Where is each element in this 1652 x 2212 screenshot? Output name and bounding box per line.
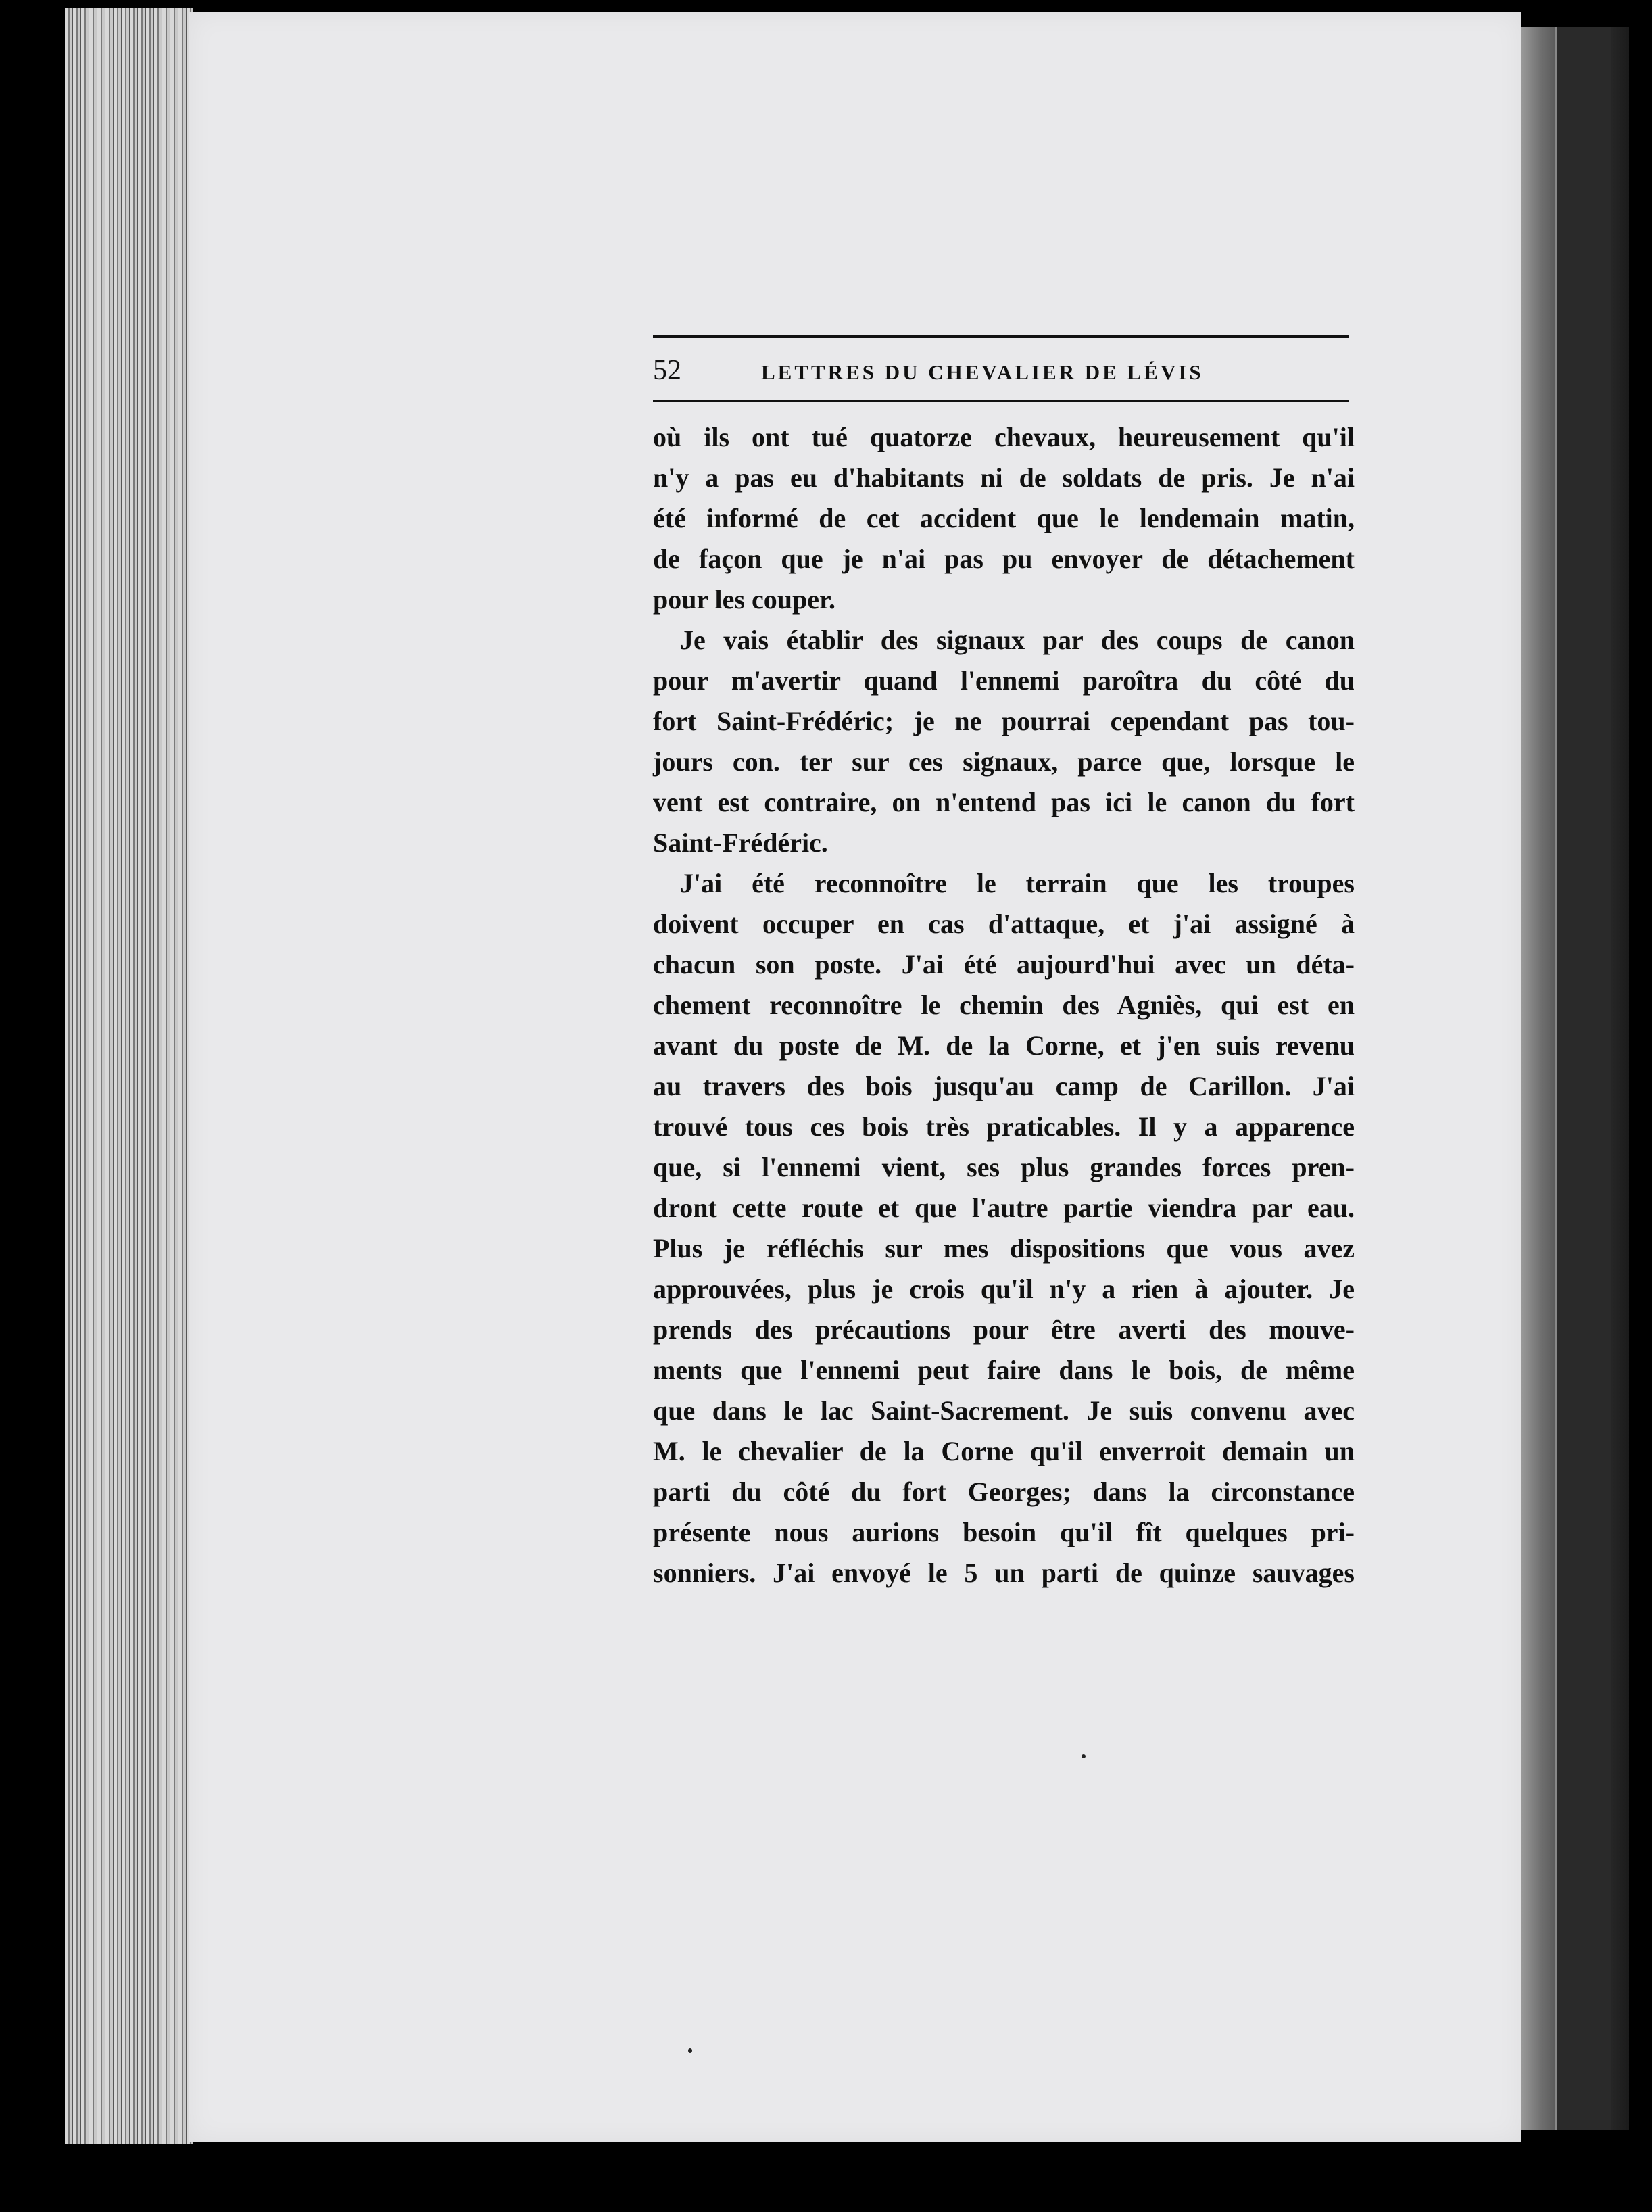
text-line: Saint-Frédéric. [653, 827, 828, 858]
text-line: été informé de cet accident que le lendemain matin, [653, 503, 1355, 533]
text-line: avant du poste de M. de la Corne, et j'en suis revenu [653, 1030, 1355, 1061]
text-block [653, 335, 1355, 1593]
paragraph [653, 417, 1355, 620]
text-line: trouvé tous ces bois très praticables. Il y a apparence [653, 1111, 1355, 1142]
text-line: que dans le lac Saint-Sacrement. Je suis convenu avec [653, 1395, 1355, 1426]
text-line: que, si l'ennemi vient, ses plus grandes forces pren- [653, 1152, 1355, 1182]
ink-speck [1082, 1754, 1086, 1758]
text-line: n'y a pas eu d'habitants ni de soldats de pris. Je n'ai [653, 462, 1355, 493]
text-line: sonniers. J'ai envoyé le 5 un parti de quinze sauvages [653, 1558, 1355, 1588]
header-rule-top [653, 335, 1349, 338]
text-line: ments que l'ennemi peut faire dans le bois, de même [653, 1355, 1355, 1385]
header-rule-bottom [653, 400, 1349, 402]
text-line: de façon que je n'ai pas pu envoyer de détachement [653, 544, 1355, 574]
running-header [653, 354, 1355, 388]
text-line: approuvées, plus je crois qu'il n'y a rien à ajouter. Je [653, 1274, 1355, 1304]
text-line: chement reconnoître le chemin des Agniès, qui est en [653, 990, 1355, 1020]
running-title: LETTRES DU CHEVALIER DE LÉVIS [761, 360, 1204, 384]
text-line: chacun son poste. J'ai été aujourd'hui avec un déta- [653, 949, 1355, 980]
text-line: parti du côté du fort Georges; dans la circonstance [653, 1476, 1355, 1507]
text-line: jours con. ter sur ces signaux, parce que, lorsque le [653, 746, 1355, 777]
text-line: au travers des bois jusqu'au camp de Carillon. J'ai [653, 1071, 1355, 1101]
ink-speck [688, 2048, 692, 2053]
text-line: doivent occuper en cas d'attaque, et j'ai assigné à [653, 909, 1355, 939]
text-line: où ils ont tué quatorze chevaux, heureusement qu'il [653, 422, 1355, 452]
text-line: vent est contraire, on n'entend pas ici le canon du fort [653, 787, 1355, 817]
text-line: M. le chevalier de la Corne qu'il enverroit demain un [653, 1436, 1355, 1466]
text-line: prends des précautions pour être averti des mouve- [653, 1314, 1355, 1345]
text-line: Plus je réfléchis sur mes dispositions que vous avez [653, 1233, 1355, 1264]
paragraph [653, 620, 1355, 863]
text-line: fort Saint-Frédéric; je ne pourrai cependant pas tou- [653, 706, 1355, 736]
text-line: pour les couper. [653, 584, 836, 615]
book-page-edges [65, 8, 193, 2144]
text-line: J'ai été reconnoître le terrain que les troupes [680, 868, 1355, 898]
paragraph [653, 863, 1355, 1593]
text-line: dront cette route et que l'autre partie viendra par eau. [653, 1193, 1355, 1223]
text-line: pour m'avertir quand l'ennemi paroîtra du côté du [653, 665, 1355, 696]
page-number: 52 [653, 355, 681, 386]
body-text [653, 417, 1355, 1593]
text-line: Je vais établir des signaux par des coups de canon [680, 625, 1355, 655]
book-cover-spine [1555, 27, 1611, 2130]
text-line: présente nous aurions besoin qu'il fît quelques pri- [653, 1517, 1355, 1547]
